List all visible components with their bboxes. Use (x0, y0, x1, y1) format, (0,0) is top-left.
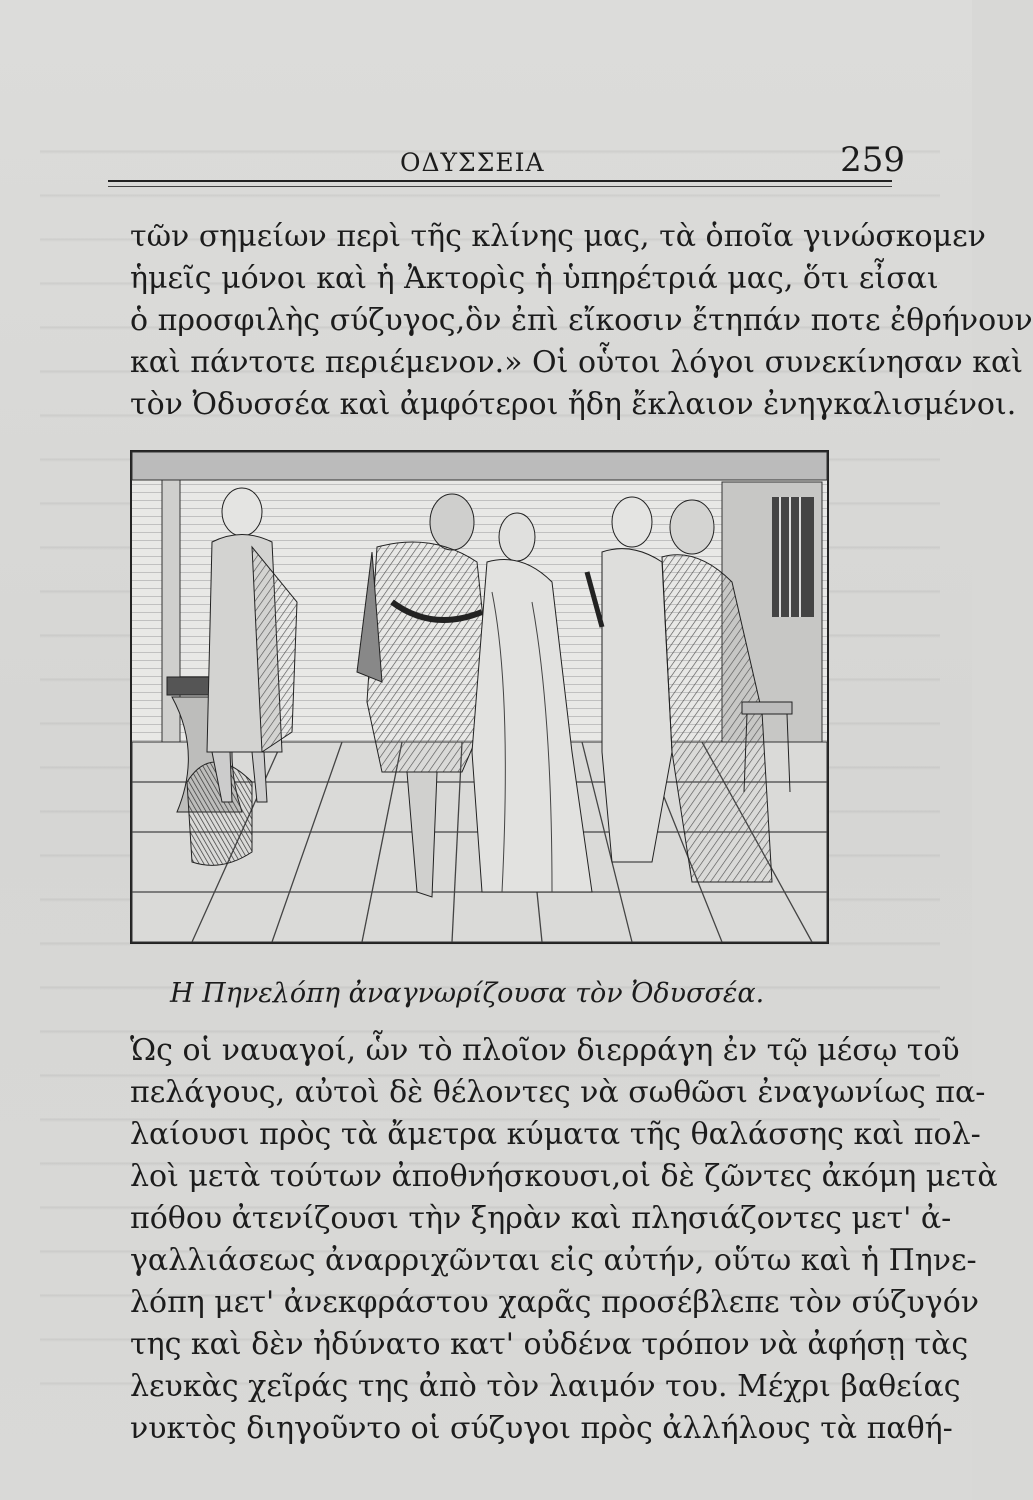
text-line: λοὶ μετὰ τούτων ἀποθνήσκουσι,οἱ δὲ ζῶντες ἀκόμη μετὰ (130, 1159, 998, 1194)
header-rule-thin (108, 186, 892, 187)
column (162, 480, 180, 780)
text-line: της καὶ δὲν ἠδύνατο κατ' οὐδένα τρόπον νὰ ἀφήσῃ τὰς (130, 1327, 969, 1362)
engraving-illustration (130, 450, 829, 944)
text-line: λαίουσι πρὸς τὰ ἄμετρα κύματα τῆς θαλάσσης καὶ πολ- (130, 1117, 981, 1152)
text-line: Ὡς οἱ ναυαγοί, ὧν τὸ πλοῖον διερράγη ἐν τῷ μέσῳ τοῦ (130, 1033, 960, 1068)
text-line: τὸν Ὀδυσσέα καὶ ἀμφότεροι ἤδη ἔκλαιον ἐνηγκαλισμένοι. (130, 387, 1017, 422)
top-paragraph (130, 216, 1033, 426)
text-line: γαλλιάσεως ἀναρριχῶνται εἰς αὐτήν, οὕτω καὶ ἡ Πηνε- (130, 1243, 977, 1278)
text-line: ὁ προσφιλὴς σύζυγος,ὃν ἐπὶ εἴκοσιν ἔτηπάν ποτε ἐθρήνουν (130, 303, 1033, 338)
text-line: καὶ πάντοτε περιέμενον.» Οἱ οὗτοι λόγοι συνεκίνησαν καὶ (130, 345, 1024, 380)
window (772, 497, 814, 617)
text-line: τῶν σημείων περὶ τῆς κλίνης μας, τὰ ὁποῖα γινώσκομεν (130, 219, 986, 254)
text-line: λευκὰς χεῖράς της ἀπὸ τὸν λαιμόν του. Μέχρι βαθείας (130, 1369, 961, 1404)
text-line: ἡμεῖς μόνοι καὶ ἡ Ἀκτορὶς ἡ ὑπηρέτριά μας, ὅτι εἶσαι (130, 261, 939, 296)
page-number: 259 (840, 140, 905, 180)
text-line: πόθου ἀτενίζουσι τὴν ξηρὰν καὶ πλησιάζοντες μετ' ἀ- (130, 1201, 952, 1236)
engraving-drawing (132, 452, 827, 942)
running-title: ΟΔΥΣΣΕΙΑ (400, 148, 545, 177)
figure-caption: Η Πηνελόπη ἀναγνωρίζουσα τὸν Ὀδυσσέα. (170, 978, 765, 1009)
text-line: πελάγους, αὐτοὶ δὲ θέλοντες νὰ σωθῶσι ἐναγωνίως πα- (130, 1075, 986, 1110)
running-head (100, 140, 905, 184)
header-rule (108, 180, 892, 182)
text-line: λόπη μετ' ἀνεκφράστου χαρᾶς προσέβλεπε τὸν σύζυγόν (130, 1285, 979, 1320)
text-line: νυκτὸς διηγοῦντο οἱ σύζυγοι πρὸς ἀλλήλους τὰ παθή- (130, 1411, 953, 1446)
bottom-paragraph (130, 1030, 998, 1450)
